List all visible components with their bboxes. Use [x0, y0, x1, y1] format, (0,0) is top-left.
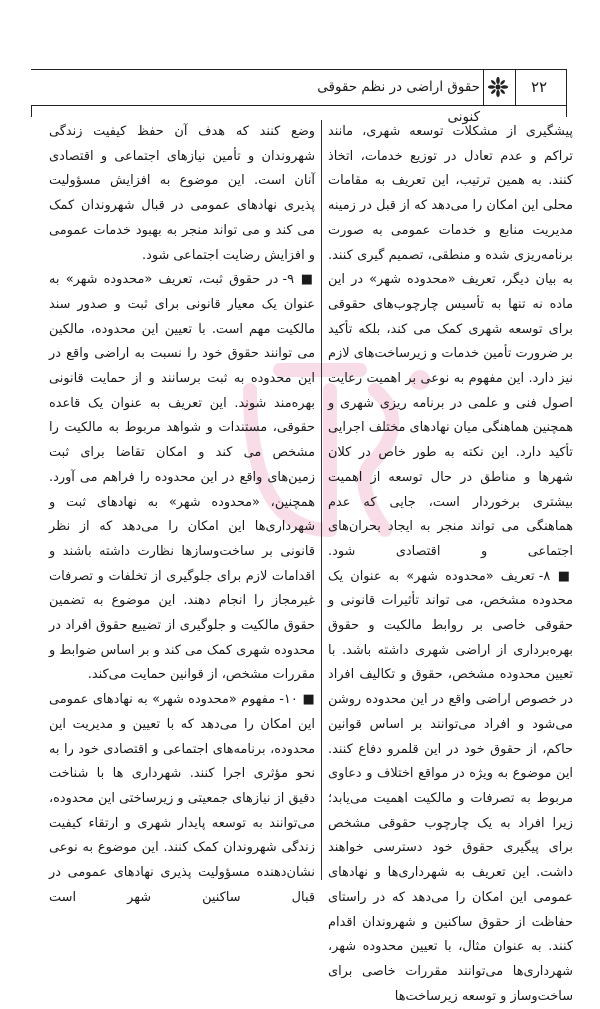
paragraph-section-9-text: ۹- در حقوق ثبت، تعریف «محدوده شهر» به عنوان یک معیار قانونی برای ثبت و صدور سند مالکیت مهم است. با تعیین این محدوده، مالکین می توانند حقوق خود را نسبت به اراضی واقع در این محدوده به ثبت برسانند و از حمایت قانونی بهره‌مند شوند. این تعریف به عنوان یک قاعده حقوقی، مستندات و شواهد مربوط به مالکیت را مشخص می کند و امکان تقاضا برای ثبت زمین‌های واقع در این محدوده را فراهم می آورد. همچنین، «محدوده شهر» به نهادهای ثبت و شهرداری‌ها این امکان را می‌دهد که از نظر قانونی بر ساخت‌وسازها نظارت داشته باشند و اقدامات لازم برای جلوگیری از تخلفات و تصرفات غیرمجاز را انجام دهند. این موضوع به تضمین حقوق مالکیت و جلوگیری از تضییع حقوق افراد در محدوده شهری کمک می کند و بر اساس ضوابط و مقررات مشخص، از قوانین حمایت می‌کند. [49, 272, 315, 683]
paragraph-continuation: پیشگیری از مشکلات توسعه شهری، مانند تراکم و عدم تعادل در توزیع خدمات، اتخاذ کنند. به همین ترتیب، این تعریف به مقامات محلی این امکان را می‌دهد که از قبل در زمینه مدیریت منابع و خدمات عمومی به صورت برنامه‌ریزی شده و منطقی، تصمیم گیری کنند. به بیان دیگر، تعریف «محدوده شهر» در این ماده نه تنها به تأسیس چارچوب‌های حقوقی برای توسعه شهری کمک می کند، بلکه تأکید بر ضرورت تأمین خدمات و زیرساخت‌های لازم نیز دارد. این مفهوم به نوعی بر اهمیت رعایت اصول فنی و علمی در برنامه ریزی شهری و همچنین هماهنگی میان نهادهای مختلف اجرایی تأکید دارد. این نکته به طور خاص در کلان شهرها و مناطق در حال توسعه از اهمیت بیشتری برخوردار است، جایی که عدم هماهنگی می تواند منجر به ایجاد بحران‌های اجتماعی و اقتصادی شود. [328, 124, 573, 559]
text-column-left [49, 120, 315, 911]
column-divider [321, 120, 322, 880]
header-top-rule [31, 69, 567, 70]
running-header-title: حقوق اراضی در نظم حقوقی کنونی [317, 79, 480, 125]
page-number: ۲۲ [530, 78, 548, 96]
paragraph-section-8 [328, 565, 573, 1009]
paragraph-section-9 [49, 268, 315, 688]
section-bullet: ■ [294, 272, 315, 288]
paragraph-section-8-text: ۸- تعریف «محدوده شهر» به عنوان یک محدوده مشخص، می تواند تأثیرات قانونی و حقوقی خاصی بر روابط مالکیت و حقوق بهره‌برداری از اراضی شهری داشته باشد. با تعیین محدوده مشخص، حقوق و تکالیف افراد در خصوص اراضی واقع در این محدوده روشن می‌شود و افراد می‌توانند بر اساس قوانین حاکم، از حقوق خود در این قلمرو دفاع کنند. این موضوع به ویژه در مواقع اختلاف و دعاوی مربوط به تصرفات و مالکیت اهمیت می‌یابد؛ زیرا افراد به یک چارچوب حقوقی مشخص برای پیگیری حقوق خود دسترسی خواهند داشت. این تعریف به شهرداری‌ها و نهادهای عمومی این امکان را می‌دهد که در راستای حفاظت از حقوق ساکنین و شهروندان اقدام کنند. به عنوان مثال، با تعیین محدوده شهر، شهرداری‌ها می‌توانند مقررات خاصی برای ساخت‌وساز و توسعه زیرساخت‌ها [328, 568, 573, 1004]
section-bullet: ■ [297, 692, 315, 708]
header-bottom-rule [31, 105, 567, 106]
header-right-edge [566, 69, 567, 117]
flower-ornament-icon [483, 72, 513, 102]
paragraph-section-10 [49, 688, 315, 910]
text-column-right [328, 120, 573, 1009]
section-bullet: ■ [550, 568, 573, 584]
paragraph-section-10-text: ۱۰- مفهوم «محدوده شهر» به نهادهای عمومی این امکان را می‌دهد که با تعیین و مدیریت این محدوده، برنامه‌های اجتماعی و اقتصادی خود را به نحو مؤثری اجرا کنند. شهرداری ها با شناخت دقیق از نیازهای جمعیتی و زیرساختی این محدوده، می‌توانند به توسعه پایدار شهری و ارتقاء کیفیت زندگی شهروندان کمک کنند. این موضوع به نوعی نشان‌دهنده مسؤولیت پذیری نهادهای عمومی در قبال ساکنین شهر است [49, 692, 315, 905]
paragraph-continuation-left: وضع کنند که هدف آن حفظ کیفیت زندگی شهروندان و تأمین نیازهای اجتماعی و اقتصادی آنان است. این موضوع به افزایش مسؤولیت پذیری نهادهای عمومی در قبال شهروندان کمک می کند و می تواند منجر به بهبود خدمات عمومی و افزایش رضایت اجتماعی شود. [49, 124, 315, 263]
header-left-tick [31, 105, 32, 117]
